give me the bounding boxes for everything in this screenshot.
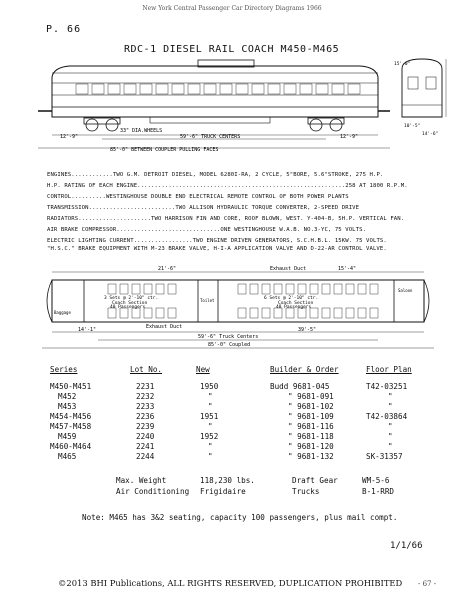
- air-conditioning-value: Frigidaire: [200, 487, 246, 496]
- truck-centers-label: 59'-6" TRUCK CENTERS: [180, 134, 241, 140]
- wheel-label: 33" DIA.WHEELS: [120, 128, 163, 134]
- draft-gear-value: WM-5-6: [362, 476, 390, 485]
- plan-dim-14: 14'-1": [78, 327, 97, 333]
- plan-dim-21: 21'-6": [158, 266, 177, 272]
- air-conditioning-label: Air Conditioning: [116, 487, 190, 496]
- coach-section-a: Coach Section: [112, 301, 148, 306]
- side-elevation-drawing: [30, 55, 450, 155]
- table-header-builder: Builder & Order: [270, 365, 339, 374]
- date-stamp: 1/1/66: [390, 541, 423, 551]
- seat-sets-a: 3 Sets @ 2'-10" ctr.: [104, 296, 159, 301]
- spec-row: H.P. RATING OF EACH ENGINE............................................................258 AT 1800 R.P.M.: [47, 183, 408, 189]
- saloon-label: Saloon: [398, 288, 413, 293]
- spec-row: ENGINES............TWO G.M. DETROIT DIESEL, MODEL 6280I-RA, 2 CYCLE, 5"BORE, 5.6"STROKE, 275 H.P.: [47, 172, 384, 178]
- trucks-value: B-1-RRD: [362, 487, 395, 496]
- plan-coupled: 85'-0" Coupled: [208, 342, 251, 348]
- page-number: - 67 -: [418, 580, 437, 588]
- page-label: P. 66: [46, 24, 82, 35]
- spec-row: CONTROL..........WESTINGHOUSE DOUBLE END ELECTRICAL REMOTE CONTROL OF BOTH POWER PLANTS: [47, 194, 349, 200]
- trucks-label: Trucks: [292, 487, 320, 496]
- plan-dim-15: 15'-4": [338, 266, 357, 272]
- coupler-label: 85'-0" BETWEEN COUPLER PULLING FACES: [110, 147, 219, 153]
- spec-row: RADIATORS.....................TWO HARRISON FIN AND CORE, ROOF BLOWN, WEST. Y-404-B, 5H.P. VERTICAL FAN.: [47, 216, 405, 222]
- draft-gear-label: Draft Gear: [292, 476, 338, 485]
- spec-row: ELECTRIC LIGHTING CURRENT.................TWO ENGINE DRIVEN GENERATORS, S.C.H.B.L. 15KW. 75 VOLTS.: [47, 238, 387, 244]
- table-header-new: New: [196, 365, 210, 374]
- coach-section-a-passengers: 40 Passengers: [110, 305, 146, 310]
- floor-plan-drawing: [38, 262, 438, 354]
- baggage-label: Baggage: [54, 310, 71, 315]
- left-dim-label: 12'-9": [60, 134, 79, 140]
- toilet-label: Toilet: [200, 298, 215, 303]
- note: Note: M465 has 3&2 seating, capacity 100 passengers, plus mail compt.: [82, 513, 398, 522]
- seat-sets-b: 6 Sets @ 2'-10" ctr.: [264, 296, 319, 301]
- table-header-lot: Lot No.: [130, 365, 163, 374]
- end-dim-a: 10'-5": [404, 124, 421, 129]
- right-dim-label: 12'-9": [340, 134, 359, 140]
- plan-exhaust-top: Exhaust Duct: [270, 266, 307, 272]
- spec-row: "H.S.C." BRAKE EQUIPMENT WITH M-23 BRAKE VALVE, H-I-A APPLICATION VALVE AND D-22-AR CONTROL VALVE.: [47, 246, 387, 252]
- document-header: New York Central Passenger Car Directory Diagrams 1966: [142, 5, 322, 12]
- max-weight-value: 118,230 lbs.: [200, 476, 255, 485]
- coach-section-b: Coach Section: [278, 301, 314, 306]
- plan-dim-39: 39'-5": [298, 327, 317, 333]
- end-dim-b: 14'-6": [422, 132, 439, 137]
- spec-row: TRANSMISSION.........................TWO ALLISON HYDRAULIC TORQUE CONVERTER, 2-SPEED DRIVE: [47, 205, 360, 211]
- copyright-footer: ©2013 BHI Publications, ALL RIGHTS RESERVED, DUPLICATION PROHIBITED: [58, 578, 403, 588]
- table-header-floor-plan: Floor Plan: [366, 365, 412, 374]
- spec-row: AIR BRAKE COMPRESSOR..............................ONE WESTINGHOUSE W.A.B. NO.3-YC, 75 VOLTS.: [47, 227, 367, 233]
- end-dim-c: 15'-0": [394, 62, 411, 67]
- diagram-title: RDC-1 DIESEL RAIL COACH M450-M465: [124, 44, 340, 55]
- plan-exhaust-bottom: Exhaust Duct: [146, 324, 183, 330]
- coach-section-b-passengers: 48 Passengers: [276, 305, 312, 310]
- max-weight-label: Max. Weight: [116, 476, 167, 485]
- plan-truck-centers: 59'-6" Truck Centers: [198, 334, 259, 340]
- table-header-series: Series: [50, 365, 78, 374]
